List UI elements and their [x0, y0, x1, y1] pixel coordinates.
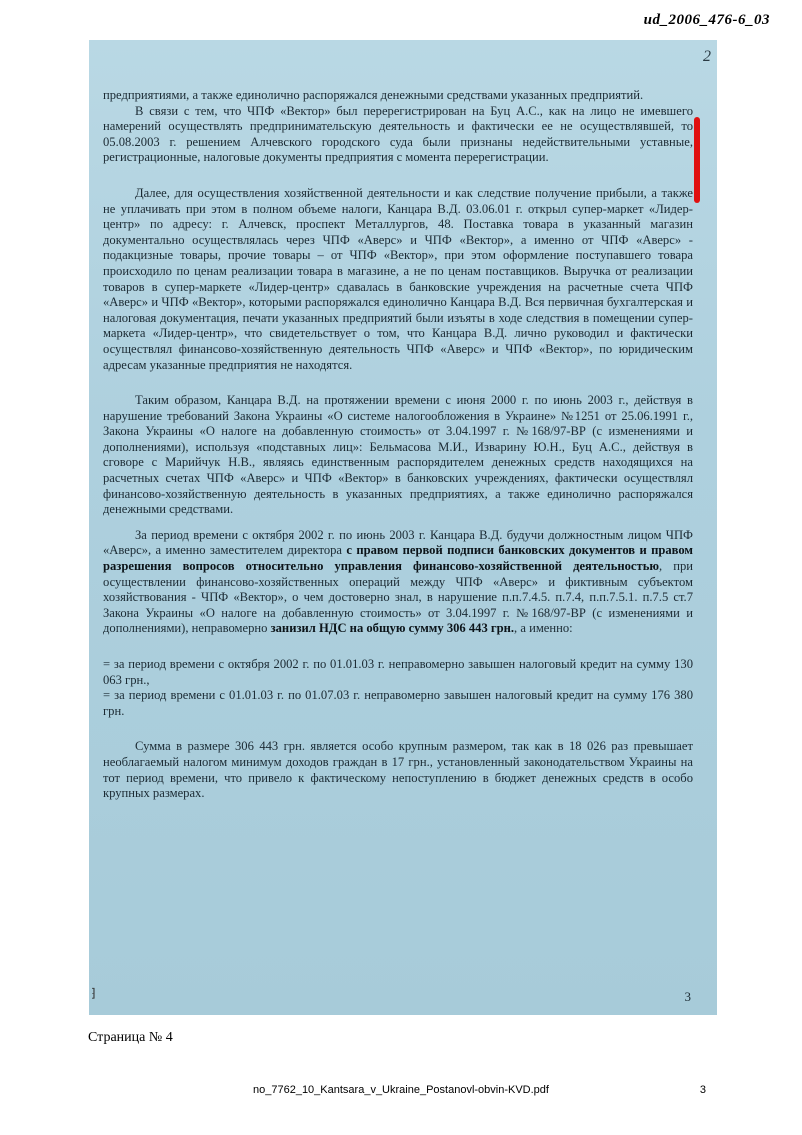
paragraph-with-emphasis — [103, 528, 693, 637]
text-span: , при осуществлении финансово-хозяйственных операций между ЧПФ «Аверс» и фиктивным субъектом хозяйствования - ЧПФ «Вектор», о чем достоверно знал, в нарушение п.п.7.4.5. п.7.4, п.п.7.5.1. п.7.5 ст.7 Закона Украины «О налоге на добавленную стоимость» от 3.04.1997 г. №168/97-ВР (с изменениями и дополнениями), неправомерно — [103, 559, 694, 636]
scanned-text-body — [103, 88, 693, 802]
bold-text: занизил НДС на общую сумму 306 443 грн. — [270, 621, 515, 636]
text-span: За период времени с октября 2002 г. по июнь 2003 г. Канцара В.Д. будучи должностным лицом ЧПФ «Аверс», а именно заместителем директора — [103, 527, 693, 558]
red-margin-mark — [694, 117, 700, 203]
scan-margin-glyph: ⁆ — [91, 986, 96, 1000]
bold-text: с правом первой подписи банковских документов и правом разрешения вопросов относительно управления финансово-хозяйственной деятельностью — [103, 543, 693, 574]
scan-page-number: 3 — [684, 989, 691, 1004]
text-span: , а именно: — [514, 621, 573, 636]
scanned-page-image — [89, 40, 717, 1015]
document-id: ud_2006_476-6_03 — [643, 12, 770, 28]
corner-handwritten-mark: 2 — [703, 48, 711, 65]
paragraph: Далее, для осуществления хозяйственной деятельности и как следствие получение прибыли, а также не уплачивать при этом в полном объеме налоги, Канцара В.Д. 03.06.01 г. открыл супер-маркет «Лидер-центр» по адресу: г. Алчевск, проспект Металлургов, 48. Поставка товара в указанный магазин документально осуществлялась через ЧПФ «Аверс» и ЧПФ «Вектор», а именно от ЧПФ «Аверс» - подакцизные товары, прочие товары – от ЧПФ «Вектор», при этом оформление поступавшего товара происходило по ценам реализации товара в магазине, а не по ценам поставщиков. Выручка от реализации товаров в супер-маркете «Лидер-центр» сдавалась в банковские учреждения на расчетные счета ЧПФ «Аверс» и ЧПФ «Вектор», которыми распоряжался единолично Канцара В.Д. Вся первичная бухгалтерская и налоговая документация, печати указанных предприятий были изъяты в ходе следствия в помещении супер-маркета «Лидер-центр», что свидетельствует о том, что Канцара В.Д. лично руководил и фактически осуществлял финансово-хозяйственную деятельность ЧПФ «Аверс» и ЧПФ «Вектор», по юридическим адресам указанные предприятия не находятся. — [103, 185, 693, 372]
page-label: Страница № 4 — [88, 1030, 173, 1045]
paragraph: предприятиями, а также единолично распоряжался денежными средствами указанных предприятий. — [103, 88, 644, 102]
list-item: = за период времени с октября 2002 г. по 01.01.03 г. неправомерно завышен налоговый кредит на сумму 130 063 грн., — [103, 657, 693, 687]
footer-page-number: 3 — [699, 1084, 706, 1096]
footer-filename: no_7762_10_Kantsara_v_Ukraine_Postanovl-obvin-KVD.pdf — [253, 1084, 549, 1096]
paragraph: Таким образом, Канцара В.Д. на протяжении времени с июня 2000 г. по июнь 2003 г., действуя в нарушение требований Закона Украины «О системе налогообложения в Украине» №1251 от 25.06.1991 г., Закона Украины «О налоге на добавленную стоимость» от 3.04.1997 г. №168/97-ВР (с изменениями и дополнениями), используя «подставных лиц»: Бельмасова М.И., Изварину Ю.Н., Буц А.С., действуя в сговоре с Марийчук Н.В., являясь единственным распорядителем денежных средств находящихся на расчетных счетах ЧПФ «Аверс» и ЧПФ «Вектор» в банковских учреждениях, фактически осуществлял финансово-хозяйственную деятельность в указанных предприятиях, а также единолично распоряжался денежными средствами. — [103, 393, 693, 517]
paragraph: Сумма в размере 306 443 грн. является особо крупным размером, так как в 18 026 раз превышает необлагаемый налогом минимум доходов граждан в 17 грн., установленный законодательством Украины на тот период времени, что привело к фактическому непоступлению в бюджет денежных средств в особо крупных размерах. — [103, 739, 693, 801]
paragraph: В связи с тем, что ЧПФ «Вектор» был перерегистрирован на Буц А.С., как на лицо не имевшего намерений осуществлять предпринимательскую деятельность и фактически ее не осуществлявшей, то 05.08.2003 г. решением Алчевского городского суда были признаны недействительными уставные, регистрационные, налоговые документы предприятия с момента перерегистрации. — [103, 103, 693, 165]
list-item: = за период времени с 01.01.03 г. по 01.07.03 г. неправомерно завышен налоговый кредит на сумму 176 380 грн. — [103, 688, 693, 718]
